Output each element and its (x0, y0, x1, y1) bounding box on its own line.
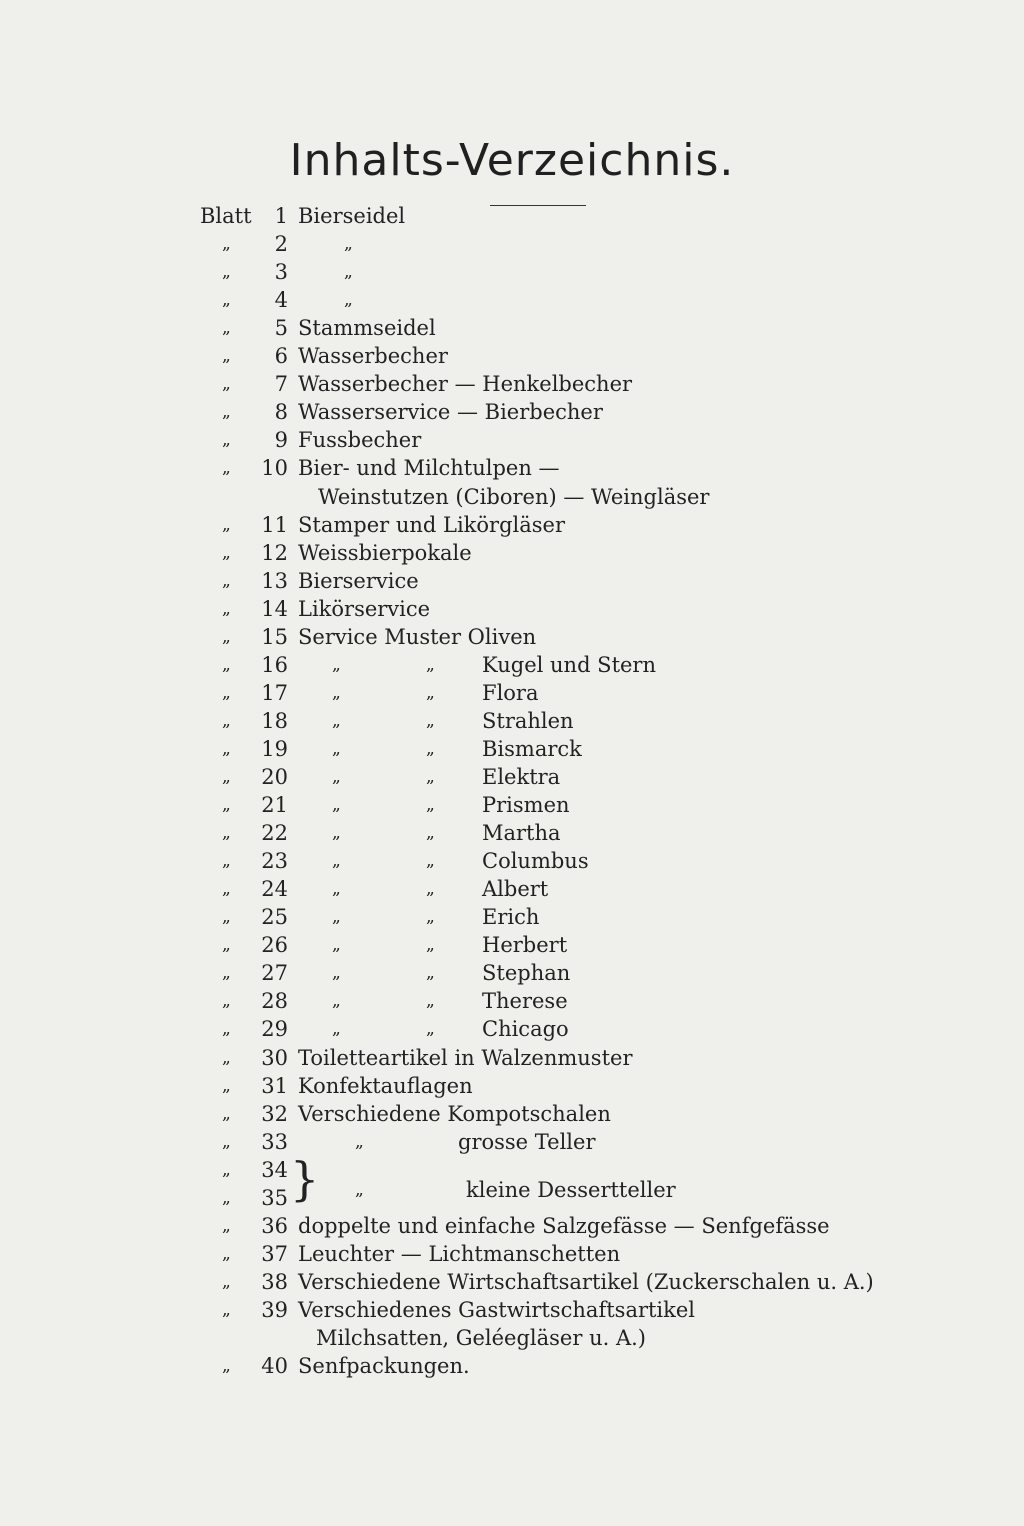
ditto-mark: „ (426, 767, 435, 787)
ditto-mark: „ (222, 318, 231, 339)
entry-title: Wasserbecher (298, 344, 448, 369)
ditto-mark: „ (332, 991, 341, 1012)
ditto-mark: „ (332, 682, 341, 703)
entry-number: 5 (274, 316, 288, 341)
ditto-mark: „ (355, 1131, 364, 1152)
ditto-mark: „ (222, 1103, 231, 1124)
entry-number: 35 (261, 1185, 288, 1210)
entry-ditto: „ (344, 262, 353, 283)
contents-entry (0, 679, 1024, 707)
contents-entry (0, 931, 1024, 959)
ditto-mark: „ (222, 682, 231, 703)
entry-number: 23 (261, 849, 288, 874)
pattern-name: Kugel und Stern (482, 652, 656, 677)
entry-title: Konfektauflagen (298, 1073, 473, 1098)
entry-number: 13 (261, 568, 288, 593)
ditto-mark: „ (222, 262, 231, 283)
entry-number: 38 (261, 1269, 288, 1294)
entry-number: 33 (261, 1129, 288, 1154)
pattern-name: Herbert (482, 933, 568, 958)
contents-entry (0, 1128, 1024, 1156)
entry-number: 17 (261, 680, 288, 705)
contents-entry (0, 875, 1024, 903)
ditto-mark: „ (222, 1075, 231, 1096)
blatt-label: Blatt (200, 204, 252, 228)
ditto-mark: „ (222, 1243, 231, 1264)
entry-title: doppelte und einfache Salzgefässe — Senfgefässe (298, 1213, 830, 1238)
entry-number: 18 (261, 708, 288, 733)
entry-number: 37 (261, 1241, 288, 1266)
entry-number: 12 (261, 540, 288, 565)
ditto-mark: „ (426, 823, 435, 844)
ditto-mark: „ (426, 795, 435, 816)
page-title: Inhalts-Verzeichnis. (289, 135, 735, 186)
entry-number: 29 (261, 1017, 288, 1042)
contents-entry (0, 1352, 1024, 1380)
ditto-mark: „ (426, 1019, 435, 1040)
contents-entry (0, 567, 1024, 595)
entry-title: Wasserbecher — Henkelbecher (298, 372, 633, 397)
ditto-mark: „ (426, 710, 435, 731)
ditto-mark: „ (222, 1187, 231, 1208)
ditto-mark: „ (222, 851, 231, 872)
contents-entry (0, 539, 1024, 567)
contents-entry (0, 707, 1024, 735)
pattern-name: Stephan (482, 961, 571, 986)
ditto-mark: „ (222, 374, 231, 395)
ditto-mark: „ (332, 738, 341, 759)
entry-title: Fussbecher (298, 428, 422, 453)
entry-number: 25 (261, 905, 288, 930)
contents-entry (0, 454, 1024, 482)
contents-entry (0, 230, 1024, 258)
contents-entry (0, 1296, 1024, 1324)
ditto-mark: „ (222, 542, 231, 563)
ditto-mark: „ (222, 290, 231, 311)
group-34-35-text: kleine Dessertteller (466, 1178, 676, 1202)
contents-entry (0, 959, 1024, 987)
ditto-mark: „ (222, 458, 231, 479)
ditto-mark: „ (426, 654, 435, 675)
entry-title: Wasserservice — Bierbecher (298, 400, 603, 425)
contents-entry (0, 483, 1024, 511)
ditto-mark: „ (222, 430, 231, 451)
entry-title: Bier- und Milchtulpen — (298, 456, 560, 481)
ditto-mark: „ (222, 1131, 231, 1152)
entry-title: Stammseidel (298, 316, 436, 341)
entry-number: 3 (274, 260, 288, 285)
ditto-mark: „ (222, 823, 231, 844)
entry-number: 36 (261, 1213, 288, 1238)
contents-entry (0, 511, 1024, 539)
ditto-mark: „ (426, 879, 435, 900)
entry-number: 19 (261, 736, 288, 761)
ditto-mark: „ (222, 598, 231, 619)
entry-number: 15 (261, 624, 288, 649)
contents-entry (0, 1044, 1024, 1072)
ditto-mark: „ (426, 935, 435, 956)
ditto-mark: „ (222, 1047, 231, 1068)
contents-entry (0, 342, 1024, 370)
ditto-mark: „ (222, 346, 231, 367)
entry-number: 14 (261, 596, 288, 621)
ditto-mark: „ (222, 514, 231, 535)
entry-title: Toiletteartikel in Walzenmuster (298, 1045, 633, 1070)
contents-entry (0, 651, 1024, 679)
entry-ditto: „ (344, 290, 353, 311)
ditto-mark: „ (332, 767, 341, 787)
ditto-mark: „ (426, 907, 435, 928)
entry-number: 34 (261, 1157, 288, 1182)
contents-entry (0, 258, 1024, 286)
contents-entry (0, 286, 1024, 314)
entry-continuation: Milchsatten, Geléegläser u. A.) (316, 1326, 646, 1350)
contents-entry (0, 763, 1024, 791)
entry-number: 8 (274, 400, 288, 425)
contents-entry (0, 1268, 1024, 1296)
ditto-mark-34-35: „ (355, 1180, 364, 1200)
pattern-name: Strahlen (482, 708, 574, 733)
ditto-mark: „ (426, 963, 435, 984)
ditto-mark: „ (332, 795, 341, 816)
group-brace: } (290, 1152, 320, 1206)
ditto-mark: „ (222, 1356, 231, 1377)
ditto-mark: „ (222, 1159, 231, 1180)
contents-entry (0, 819, 1024, 847)
entry-title: Senfpackungen. (298, 1354, 470, 1379)
entry-number: 2 (274, 232, 288, 257)
ditto-mark: „ (426, 682, 435, 703)
contents-entry (0, 735, 1024, 763)
entry-number: 10 (261, 456, 288, 481)
ditto-mark: „ (332, 963, 341, 984)
ditto-mark: „ (332, 851, 341, 872)
contents-entry (0, 791, 1024, 819)
ditto-mark: „ (426, 991, 435, 1012)
entry-number: 31 (261, 1073, 288, 1098)
entry-number: 28 (261, 989, 288, 1014)
ditto-mark: „ (222, 710, 231, 731)
contents-entry (0, 903, 1024, 931)
ditto-mark: „ (222, 234, 231, 255)
entry-title: Service Muster Oliven (298, 624, 537, 649)
pattern-name: Therese (482, 989, 568, 1014)
ditto-mark: „ (222, 963, 231, 984)
ditto-mark: „ (222, 907, 231, 928)
ditto-mark: „ (222, 1019, 231, 1040)
ditto-mark: „ (332, 710, 341, 731)
entry-number: 22 (261, 821, 288, 846)
ditto-mark: „ (332, 907, 341, 928)
entry-number: 20 (261, 765, 288, 789)
entry-number: 27 (261, 961, 288, 986)
entry-number: 1 (274, 204, 288, 228)
ditto-mark: „ (222, 935, 231, 956)
entry-title: grosse Teller (458, 1129, 596, 1154)
entry-title: Weissbierpokale (298, 540, 472, 565)
contents-entry (0, 1324, 1024, 1352)
ditto-mark: „ (426, 851, 435, 872)
ditto-mark: „ (222, 402, 231, 423)
ditto-mark: „ (222, 1271, 231, 1292)
contents-entry (0, 987, 1024, 1015)
contents-entry (0, 370, 1024, 398)
contents-entry (0, 595, 1024, 623)
entry-title: Verschiedene Kompotschalen (298, 1101, 611, 1126)
entry-number: 16 (261, 652, 288, 677)
entry-title: Bierseidel (298, 204, 406, 228)
entry-number: 39 (261, 1297, 288, 1322)
pattern-name: Albert (482, 877, 549, 902)
pattern-name: Elektra (482, 765, 561, 789)
entry-continuation: Weinstutzen (Ciboren) — Weingläser (318, 484, 710, 509)
ditto-mark: „ (426, 738, 435, 759)
ditto-mark: „ (222, 1215, 231, 1236)
entry-number: 24 (261, 877, 288, 902)
contents-entry (0, 847, 1024, 875)
entry-number: 32 (261, 1101, 288, 1126)
ditto-mark: „ (222, 738, 231, 759)
pattern-name: Flora (482, 680, 539, 705)
ditto-mark: „ (222, 570, 231, 591)
entry-title: Verschiedene Wirtschaftsartikel (Zuckerschalen u. A.) (298, 1269, 874, 1294)
contents-entry (0, 202, 1024, 230)
pattern-name: Chicago (482, 1017, 569, 1042)
ditto-mark: „ (332, 935, 341, 956)
contents-entry (0, 426, 1024, 454)
contents-entry (0, 623, 1024, 651)
pattern-name: Bismarck (482, 736, 582, 761)
contents-entry (0, 1015, 1024, 1043)
entry-number: 4 (274, 288, 288, 313)
entry-number: 7 (274, 372, 288, 397)
contents-entry (0, 398, 1024, 426)
entry-title: Bierservice (298, 568, 419, 593)
entry-ditto: „ (344, 234, 353, 255)
ditto-mark: „ (332, 879, 341, 900)
entry-title: Leuchter — Lichtmanschetten (298, 1241, 621, 1266)
ditto-mark: „ (222, 991, 231, 1012)
contents-entry (0, 1240, 1024, 1268)
entry-number: 11 (261, 512, 288, 537)
entry-number: 21 (261, 793, 288, 818)
entry-title: Stamper und Likörgläser (298, 512, 566, 537)
entry-number: 26 (261, 933, 288, 958)
ditto-mark: „ (222, 795, 231, 816)
entry-title: Verschiedenes Gastwirtschaftsartikel (298, 1297, 696, 1322)
contents-entry (0, 314, 1024, 342)
pattern-name: Columbus (482, 849, 589, 874)
contents-entry (0, 1100, 1024, 1128)
pattern-name: Erich (482, 905, 540, 930)
pattern-name: Prismen (482, 793, 570, 818)
entry-number: 9 (274, 428, 288, 453)
ditto-mark: „ (222, 654, 231, 675)
entry-number: 6 (274, 344, 288, 369)
ditto-mark: „ (222, 767, 231, 787)
ditto-mark: „ (332, 1019, 341, 1040)
ditto-mark: „ (222, 879, 231, 900)
ditto-mark: „ (332, 654, 341, 675)
ditto-mark: „ (332, 823, 341, 844)
pattern-name: Martha (482, 821, 561, 846)
entry-number: 30 (261, 1045, 288, 1070)
contents-entry (0, 1212, 1024, 1240)
entry-title: Likörservice (298, 596, 431, 621)
contents-entry (0, 1072, 1024, 1100)
ditto-mark: „ (222, 1299, 231, 1320)
entry-number: 40 (261, 1354, 288, 1379)
ditto-mark: „ (222, 626, 231, 647)
